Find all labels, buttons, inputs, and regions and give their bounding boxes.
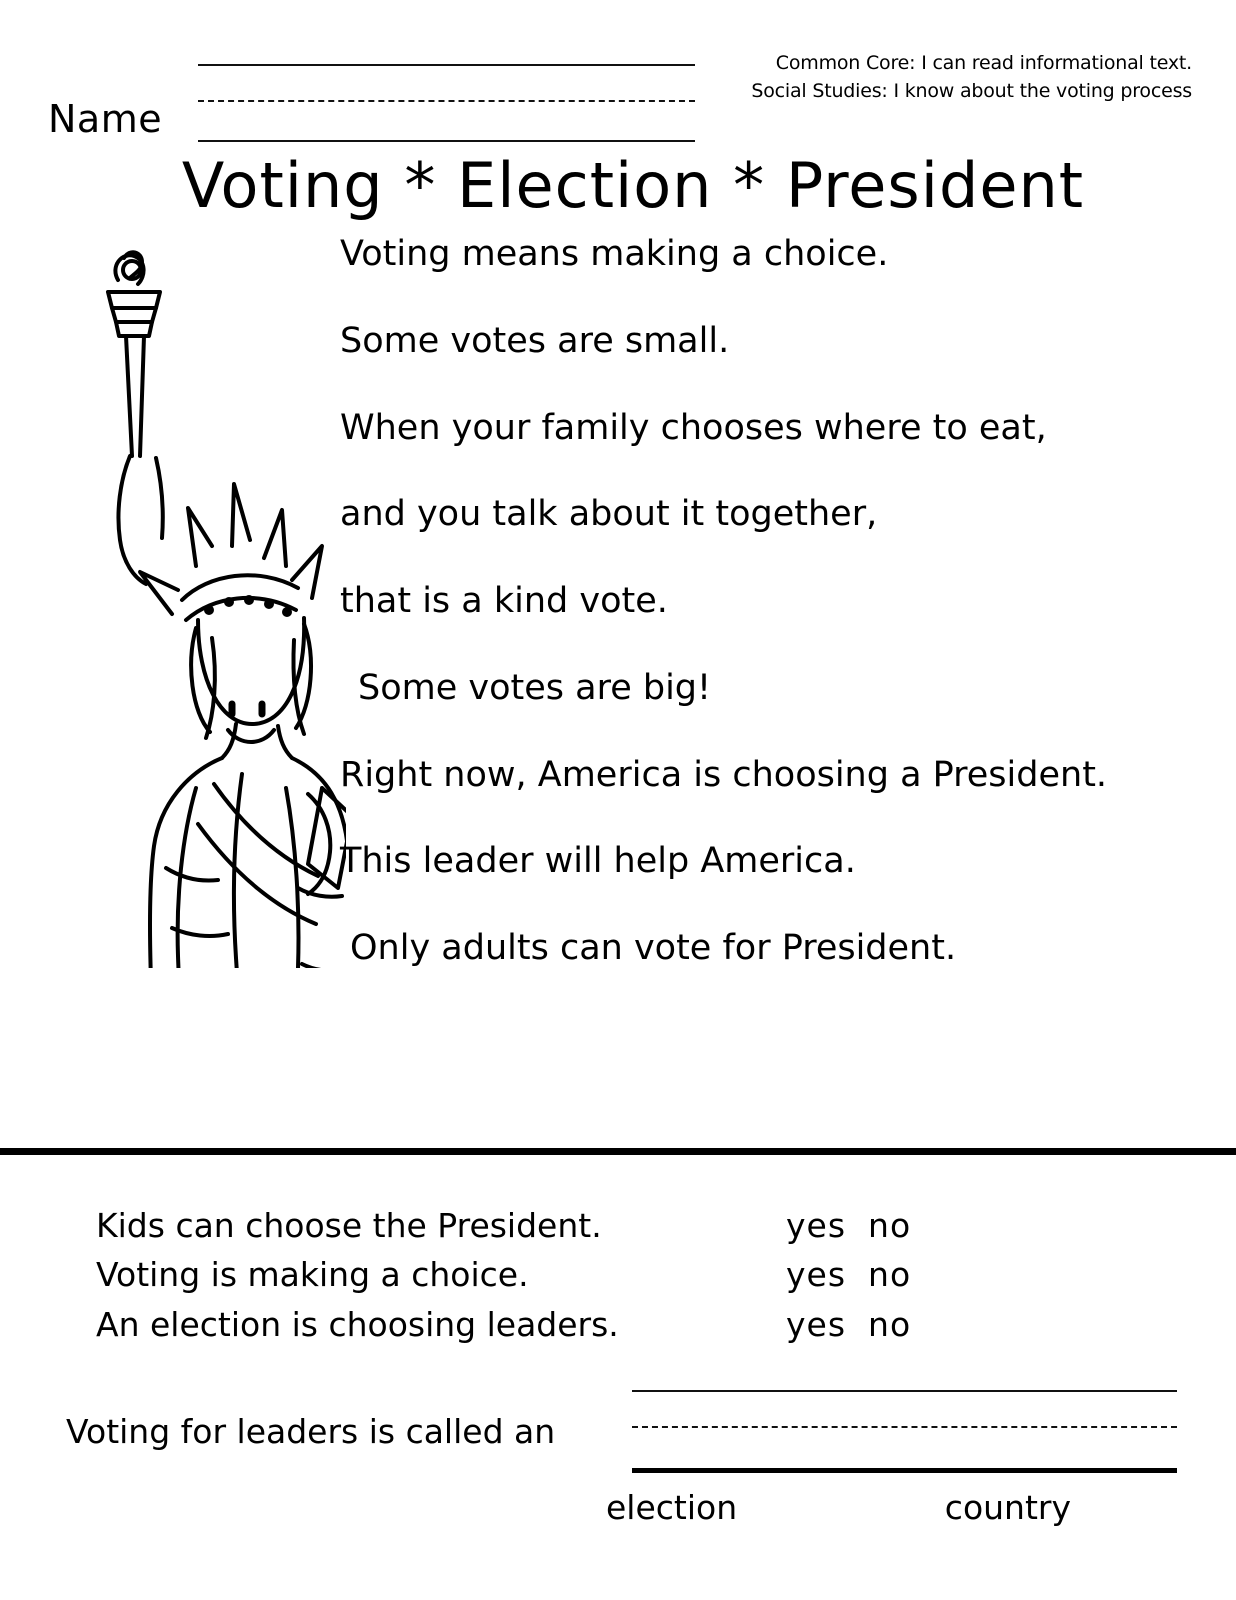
passage-line: Some votes are big! — [358, 667, 712, 708]
page-title: Voting * Election * President — [181, 149, 1085, 222]
word-choice-country[interactable]: country — [944, 1488, 1071, 1527]
passage-line: Right now, America is choosing a President. — [340, 754, 1108, 795]
passage-line: that is a kind vote. — [340, 581, 668, 621]
fill-in-prompt: Voting for leaders is called an — [66, 1412, 556, 1451]
option-yes[interactable]: yes — [786, 1304, 847, 1344]
standard-common-core: Common Core: I can read informational text. — [775, 52, 1192, 74]
option-yes[interactable]: yes — [786, 1206, 847, 1245]
question-options — [786, 1254, 911, 1295]
passage-line: This leader will help America. — [340, 841, 856, 882]
question-text: Voting is making a choice. — [96, 1255, 529, 1295]
word-choice-election[interactable]: election — [606, 1488, 738, 1527]
question-row — [96, 1304, 1156, 1345]
option-no[interactable]: no — [868, 1255, 912, 1295]
question-text: An election is choosing leaders. — [96, 1304, 619, 1344]
passage-line: When your family chooses where to eat, — [340, 407, 1047, 448]
option-no[interactable]: no — [868, 1206, 912, 1245]
statue-of-liberty-icon — [46, 228, 346, 968]
name-line-bottom — [198, 140, 695, 142]
option-yes[interactable]: yes — [786, 1255, 847, 1295]
question-options — [786, 1304, 911, 1345]
question-text: Kids can choose the President. — [96, 1206, 602, 1245]
passage-line: Only adults can vote for President. — [350, 928, 957, 968]
answer-line-dashed[interactable] — [632, 1426, 1177, 1428]
question-row — [96, 1254, 1156, 1295]
question-row — [96, 1205, 1156, 1246]
passage-text — [340, 236, 1210, 1017]
answer-line-bottom — [632, 1468, 1177, 1473]
standard-social-studies: Social Studies: I know about the voting process — [751, 79, 1192, 102]
name-line-dashed[interactable] — [198, 100, 695, 102]
yes-no-question-list — [96, 1205, 1156, 1353]
passage-line: Voting means making a choice. — [340, 234, 889, 274]
word-bank — [566, 1488, 1111, 1527]
passage-line: and you talk about it together, — [340, 494, 878, 535]
name-label: Name — [48, 97, 163, 141]
passage-line: Some votes are small. — [340, 320, 730, 361]
answer-line-top — [632, 1390, 1177, 1392]
standards-block — [751, 50, 1192, 105]
name-line-top — [198, 64, 695, 66]
name-block — [48, 48, 698, 148]
option-no[interactable]: no — [868, 1304, 912, 1344]
section-divider — [0, 1148, 1236, 1155]
question-options — [786, 1205, 911, 1246]
